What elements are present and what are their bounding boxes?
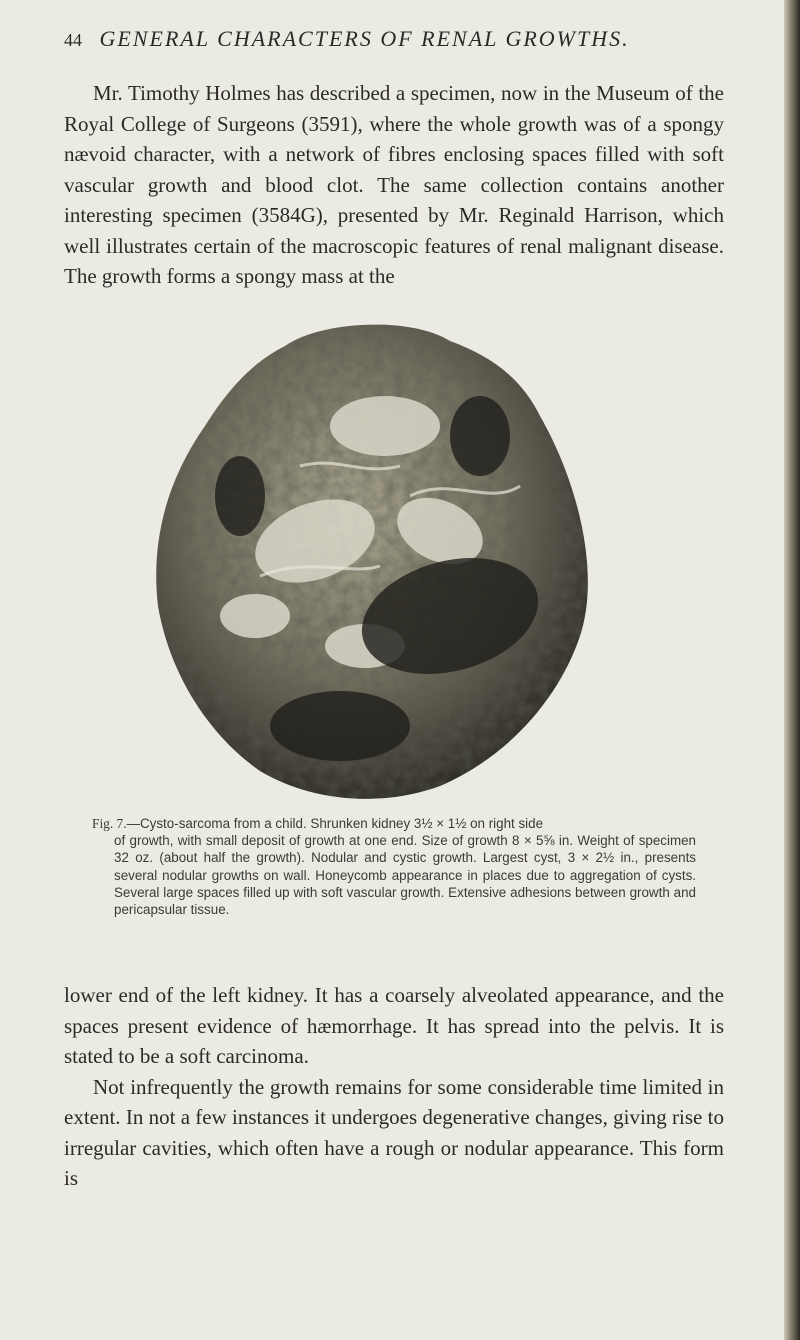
body-bottom [64, 980, 724, 1194]
paragraph-bottom-1: lower end of the left kidney. It has a coarsely alveolated appearance, and the spaces present evidence of hæmorrhage. It has spread into the pelvis. It is stated to be a soft carcinoma. [64, 983, 724, 1068]
caption-first-line: —Cysto-sarcoma from a child. Shrunken kidney 3½ × 1½ on right side [126, 816, 544, 831]
paragraph-top: Mr. Timothy Holmes has described a specimen, now in the Museum of the Royal College of Surgeons (3591), where the whole growth was of a spongy nævoid character, with a network of fibres enclosing spaces filled with soft vascular growth and blood clot. The same collection contains another interesting specimen (3584G), presented by Mr. Reginald Harrison, which well illustrates certain of the macroscopic features of renal malignant disease. The growth forms a spongy mass at the [64, 81, 724, 288]
page-number: 44 [64, 30, 82, 50]
running-header [64, 26, 724, 52]
paragraph-bottom-2: Not infrequently the growth remains for some considerable time limited in extent. In not a few instances it undergoes degenerative changes, giving rise to irregular cavities, which often have a rough or nodular appearance. This form is [64, 1074, 724, 1190]
figure-caption [92, 815, 696, 918]
figure-label: Fig. 7. [92, 816, 127, 831]
running-title: GENERAL CHARACTERS OF RENAL GROWTHS. [99, 26, 630, 51]
page-edge-shadow [784, 0, 800, 1340]
caption-rest: of growth, with small deposit of growth at one end. Size of growth 8 × 5⅝ in. Weight of specimen 32 oz. (about half the growth). Nodular and cystic growth. Largest cyst, 3 × 2½ in., presents several nodular growths on wall. Honeycomb appearance in places due to aggregation of cysts. Several large spaces filled up with soft vascular growth. Extensive adhesions between growth and pericapsular tissue. [114, 833, 696, 918]
specimen-illustration [150, 316, 630, 814]
